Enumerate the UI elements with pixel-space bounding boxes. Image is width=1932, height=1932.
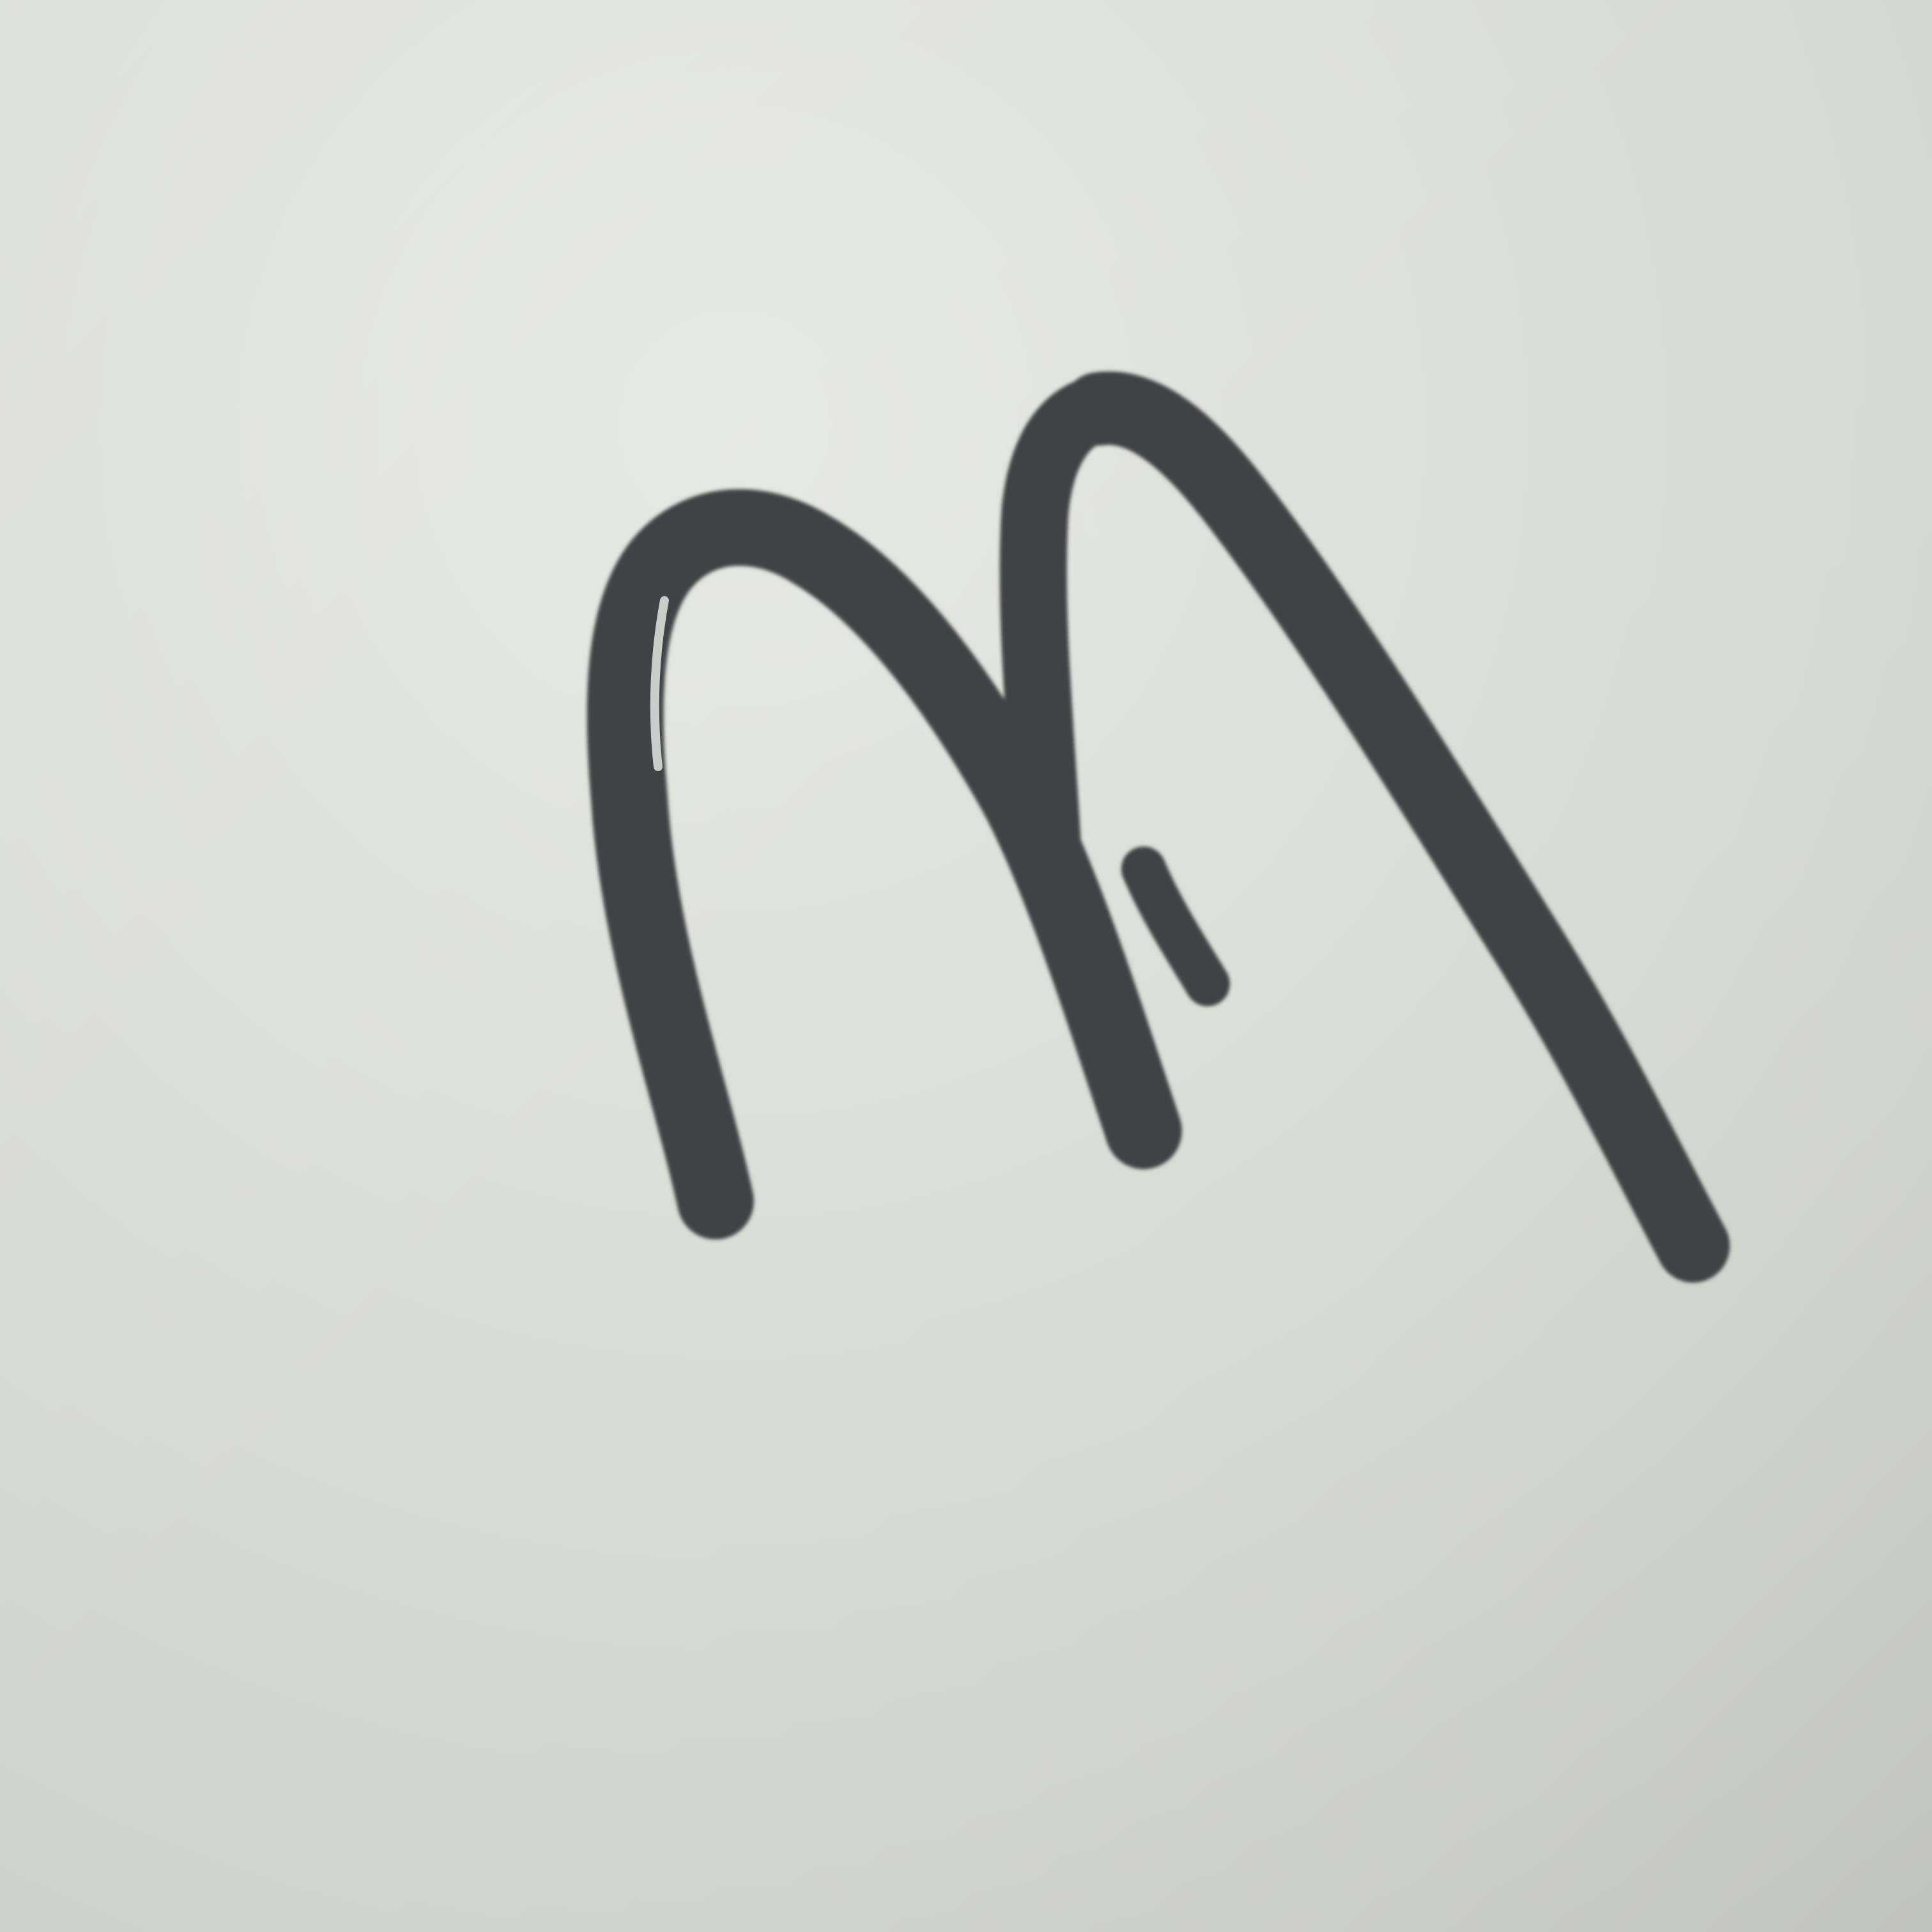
m-stroke-middle-rise bbox=[1033, 409, 1099, 850]
m-stroke-tail bbox=[1144, 869, 1208, 984]
m-stroke-second-arch bbox=[1099, 408, 1693, 1246]
ink-highlight-middle bbox=[1083, 492, 1092, 533]
